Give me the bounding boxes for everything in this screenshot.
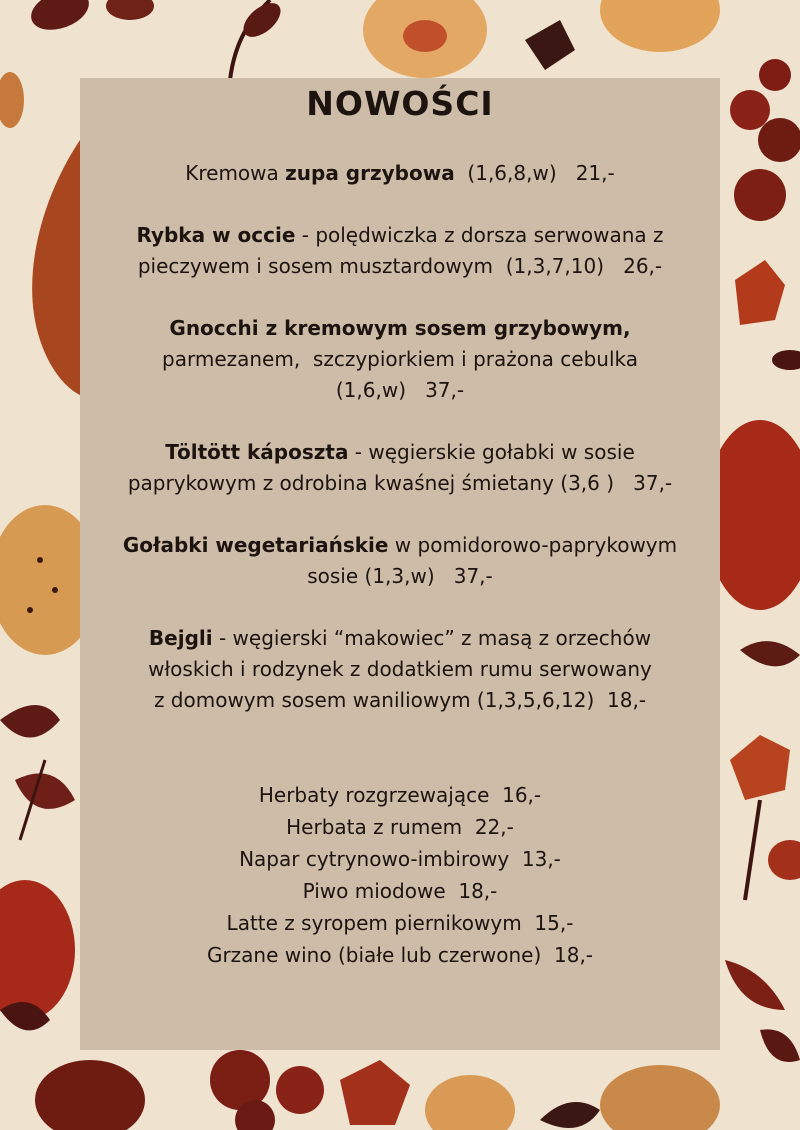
leaf-decoration — [760, 1029, 800, 1062]
menu-item-line — [82, 437, 718, 468]
seed-decoration — [27, 607, 33, 613]
flower-decoration — [768, 840, 800, 880]
stem-decoration — [745, 800, 760, 900]
dish-name: Bejgli — [148, 626, 213, 650]
menu-item-line — [82, 344, 718, 375]
menu-item-line — [82, 530, 718, 561]
menu-title: NOWOŚCI — [306, 84, 494, 123]
menu-item-line — [82, 468, 718, 499]
leaf-decoration — [540, 1102, 600, 1128]
dish-description: (1,6,8,w) 21,- — [454, 161, 615, 185]
flower-decoration — [735, 260, 785, 325]
dish-description: - węgierski “makowiec” z masą z orzechów — [212, 626, 652, 650]
leaf-decoration — [0, 705, 60, 738]
dish-description: (1,6,w) 37,- — [335, 378, 465, 402]
fruit-decoration — [0, 880, 75, 1020]
dish-description: paprykowym z odrobina kwaśnej śmietany (3,6 ) 37,- — [127, 471, 673, 495]
dish-description: pieczywem i sosem musztardowym (1,3,7,10) 26,- — [137, 254, 663, 278]
leaf-decoration — [725, 960, 785, 1010]
pear-decoration — [425, 1075, 515, 1130]
menu-item-line — [82, 220, 718, 251]
dish-name: zupa grzybowa — [285, 161, 455, 185]
leaf-decoration — [26, 0, 95, 37]
drinks-list — [80, 779, 720, 971]
flower-decoration — [35, 1060, 145, 1130]
dish-name: Gnocchi z kremowym sosem grzybowym, — [169, 316, 631, 340]
drink-item: Napar cytrynowo-imbirowy 13,- — [239, 847, 561, 871]
menu-item — [80, 220, 720, 282]
dish-name: Töltött káposzta — [165, 440, 349, 464]
dish-description: Kremowa — [185, 161, 286, 185]
menu-item-line — [82, 251, 718, 282]
menu-item — [80, 158, 720, 189]
dish-description: w pomidorowo-paprykowym — [388, 533, 678, 557]
pear-decoration — [32, 140, 80, 395]
dish-description: włoskich i rodzynek z dodatkiem rumu serwowany — [148, 657, 652, 681]
menu-panel — [80, 78, 720, 1050]
dish-description: parmezanem, szczypiorkiem i prażona cebulka — [162, 347, 638, 371]
leaf-decoration — [0, 72, 24, 128]
drink-item: Piwo miodowe 18,- — [302, 879, 498, 903]
dish-description: - polędwiczka z dorsza serwowana z — [295, 223, 664, 247]
menu-item-line — [82, 685, 718, 716]
berry-decoration — [276, 1066, 324, 1114]
menu-item-line — [82, 158, 718, 189]
dish-name: Gołabki wegetariańskie — [122, 533, 389, 557]
menu-item — [80, 437, 720, 499]
berry-decoration — [759, 59, 791, 91]
leaf-decoration — [237, 0, 286, 43]
leaf-decoration — [525, 20, 575, 70]
dish-name: Rybka w occie — [136, 223, 296, 247]
dish-description: z domowym sosem waniliowym (1,3,5,6,12) 18,- — [153, 688, 647, 712]
seed-decoration — [52, 587, 58, 593]
berry-decoration — [730, 90, 770, 130]
menu-item-line — [82, 313, 718, 344]
dish-description: - węgierskie gołabki w sosie — [348, 440, 635, 464]
pear-decoration — [600, 0, 720, 52]
menu-items — [80, 158, 720, 716]
menu-item-line — [82, 654, 718, 685]
leaf-decoration — [772, 350, 800, 370]
drink-item: Latte z syropem piernikowym 15,- — [226, 911, 574, 935]
menu-item-line — [82, 623, 718, 654]
leaf-decoration — [15, 773, 75, 809]
menu-item-line — [82, 561, 718, 592]
pear-decoration — [600, 1065, 720, 1130]
menu-item — [80, 623, 720, 716]
flower-decoration — [730, 735, 790, 800]
menu-item — [80, 530, 720, 592]
drink-item: Herbata z rumem 22,- — [286, 815, 514, 839]
flower-decoration — [340, 1060, 410, 1125]
menu-item — [80, 313, 720, 406]
drink-item: Grzane wino (białe lub czerwone) 18,- — [206, 943, 594, 967]
leaf-decoration — [106, 0, 154, 20]
leaf-decoration — [740, 641, 800, 666]
drink-item: Herbaty rozgrzewające 16,- — [258, 783, 542, 807]
berry-decoration — [758, 118, 800, 162]
flower-center-decoration — [403, 20, 447, 52]
seed-decoration — [37, 557, 43, 563]
menu-item-line — [82, 375, 718, 406]
dish-description: sosie (1,3,w) 37,- — [307, 564, 493, 588]
berry-decoration — [734, 169, 786, 221]
